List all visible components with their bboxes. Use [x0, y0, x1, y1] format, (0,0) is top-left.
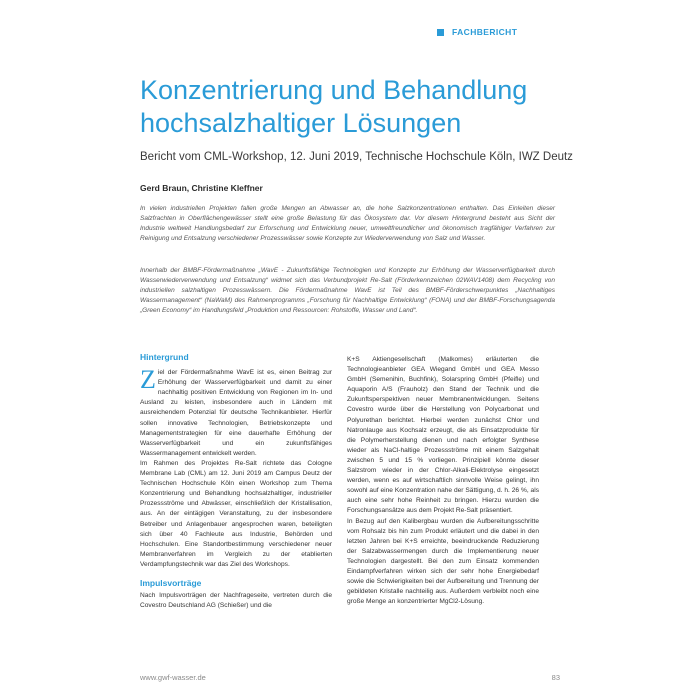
page-number: 83 — [551, 673, 560, 682]
footer-website: www.gwf-wasser.de — [140, 673, 206, 682]
section-label: FACHBERICHT — [452, 27, 518, 37]
body-paragraph: Im Rahmen des Projektes Re-Salt richtete das Cologne Membrane Lab (CML) am 12. Juni 2019 am Campus Deutz der Technischen Hochschule Köln einen Workshop zum Thema Konzentrierung und Behandlung hochsalzhaltiger, industrieller Prozessströme und Abwässer, einschließlich der Kristallisation, aus. An der eintägigen Veranstaltung, zu der insbesondere Betreiber und Anlagenbauer angesprochen waren, beteiligten sich über 40 Fachleute aus Industrie, Behörden und Hochschulen. Eine Standortbestimmung verschiedener neuer Membranverfahren im Vergleich zu der etablierten Verdampfungstechnik war das Ziel des Workshops. — [140, 459, 332, 568]
dropcap: Z — [140, 365, 156, 395]
body-paragraph-text: iel der Fördermaßnahme WavE ist es, einen Beitrag zur Erhöhung der Wasserverfügbarkeit und damit zu einer nachhaltig positiven Entwicklung von Regionen im In- und Ausland zu leisten, insbesondere auch in Ländern mit ausreichendem Potenzial für deutsche Technikanbieter. Hierfür sollen innovative Technologien, Betriebskonzepte und Managementstrategien für eine dauerhafte Erhöhung der Wasserverfügbarkeit und ein zukunftsfähiges Wassermanagement entwickelt werden. — [140, 369, 332, 457]
article-title: Konzentrierung und Behandlung hochsalzhaltiger Lösungen — [140, 75, 528, 138]
abstract-paragraph-2: Innerhalb der BMBF-Fördermaßnahme „WavE - Zukunftsfähige Technologien und Konzepte zur Erhöhung der Wasserverfügbarkeit durch Wasserwiederverwendung und Entsalzung“ widmet sich das Verbundprojekt Re-Salt (Förderkennzeichen 02WAV1408) dem Recycling von industriellen salzhaltigen Prozesswässern. Die Fördermaßnahme WavE ist Teil des BMBF-Förderschwerpunktes „Nachhaltiges Wassermanagement“ (NaWaM) des Rahmenprogramms „Forschung für Nachhaltige Entwicklung“ (FONA) und der BMBF-Forschungsagenda „Green Economy“ im Handlungsfeld „Produktion und Ressourcen: Rohstoffe, Wasser und Land“. — [140, 267, 555, 314]
article-subtitle: Bericht vom CML-Workshop, 12. Juni 2019, Technische Hochschule Köln, IWZ Deutz — [140, 151, 573, 163]
body-paragraph: Nach Impulsvorträgen der Nachfrageseite, vertreten durch die Covestro Deutschland AG (Schießer) und die — [140, 592, 332, 610]
right-column — [347, 355, 539, 607]
left-column — [140, 352, 332, 611]
body-paragraph: K+S Aktiengesellschaft (Malkomes) erläuterten die Technologieanbieter GEA Wiegand GmbH und GEA Messo GmbH (Semenihin, Buchfink), Solarspring GmbH (Pfeifle) und Aquaporin A/S (Frauholz) den Stand der Technik und die Zukunftsperspektiven neuer Membranentwicklungen. Seitens Covestro wurde über die Herstellung von Polycarbonat und Polyurethan berichtet. Hierbei werden zunächst Chlor und Natronlauge aus Kochsalz erzeugt, die als Einsatzprodukte für die Polymerherstellung dienen und nach erfolgter Synthese wieder als NaCl-haltige Prozessströme mit einem Salzgehalt zwischen 5 und 15 % vorliegen. Prinzipiell könnte dieser Salzstrom wieder in der Chlor-Alkali-Elektrolyse eingesetzt werden, wenn es auf wirtschaftlich sinnvolle Weise gelingt, ihn sowohl auf eine Konzentration nahe der Sättigung, d. h. 26 %, als auch eine sehr hohe Reinheit zu bringen. Hierzu wurden die Forschungsansätze aus dem Projekt Re-Salt präsentiert. — [347, 356, 539, 515]
section-tag — [437, 27, 517, 37]
section-square-icon — [437, 29, 444, 36]
body-paragraph: In Bezug auf den Kalibergbau wurden die Aufbereitungsschritte vom Rohsalz bis hin zum Produkt erläutert und die dabei in den letzten Jahren bei K+S erreichte, beeindruckende Reduzierung der Salzabwassermengen durch die Implementierung neuer Technologien dargestellt. Bei den zum Einsatz kommenden Eindampfverfahren wirken sich der sehr hohe Energiebedarf sowie die Schwierigkeiten bei der Aufbereitung und Trennung der gebildeten Kristalle nachteilig aus. Außerdem verbleibt noch eine große Menge an konzentrierter MgCl2-Lösung. — [347, 517, 539, 606]
article-authors: Gerd Braun, Christine Kleffner — [140, 183, 263, 193]
abstract-paragraph-1: In vielen industriellen Projekten fallen große Mengen an Abwasser an, die hohe Salzkonzentrationen enthalten. Das Einleiten dieser Salzfrachten in Oberflächengewässer stellt eine große Belastung für das Ökosystem dar. Vor diesem Hintergrund besteht aus Sicht der Industrie weltweit Handlungsbedarf zur Erforschung und Entwicklung neuer, umweltfreundlicher und ökonomisch tragfähiger Verfahren zur Reinigung und Entsalzung verschiedener Prozesswässer sowie Konzepte zur Wiederverwendung von Salz und Wasser. — [140, 205, 555, 242]
body-paragraph — [140, 365, 332, 459]
heading-impulsvortraege: Impulsvorträge — [140, 577, 202, 588]
heading-hintergrund: Hintergrund — [140, 352, 189, 362]
page-footer — [140, 673, 560, 682]
